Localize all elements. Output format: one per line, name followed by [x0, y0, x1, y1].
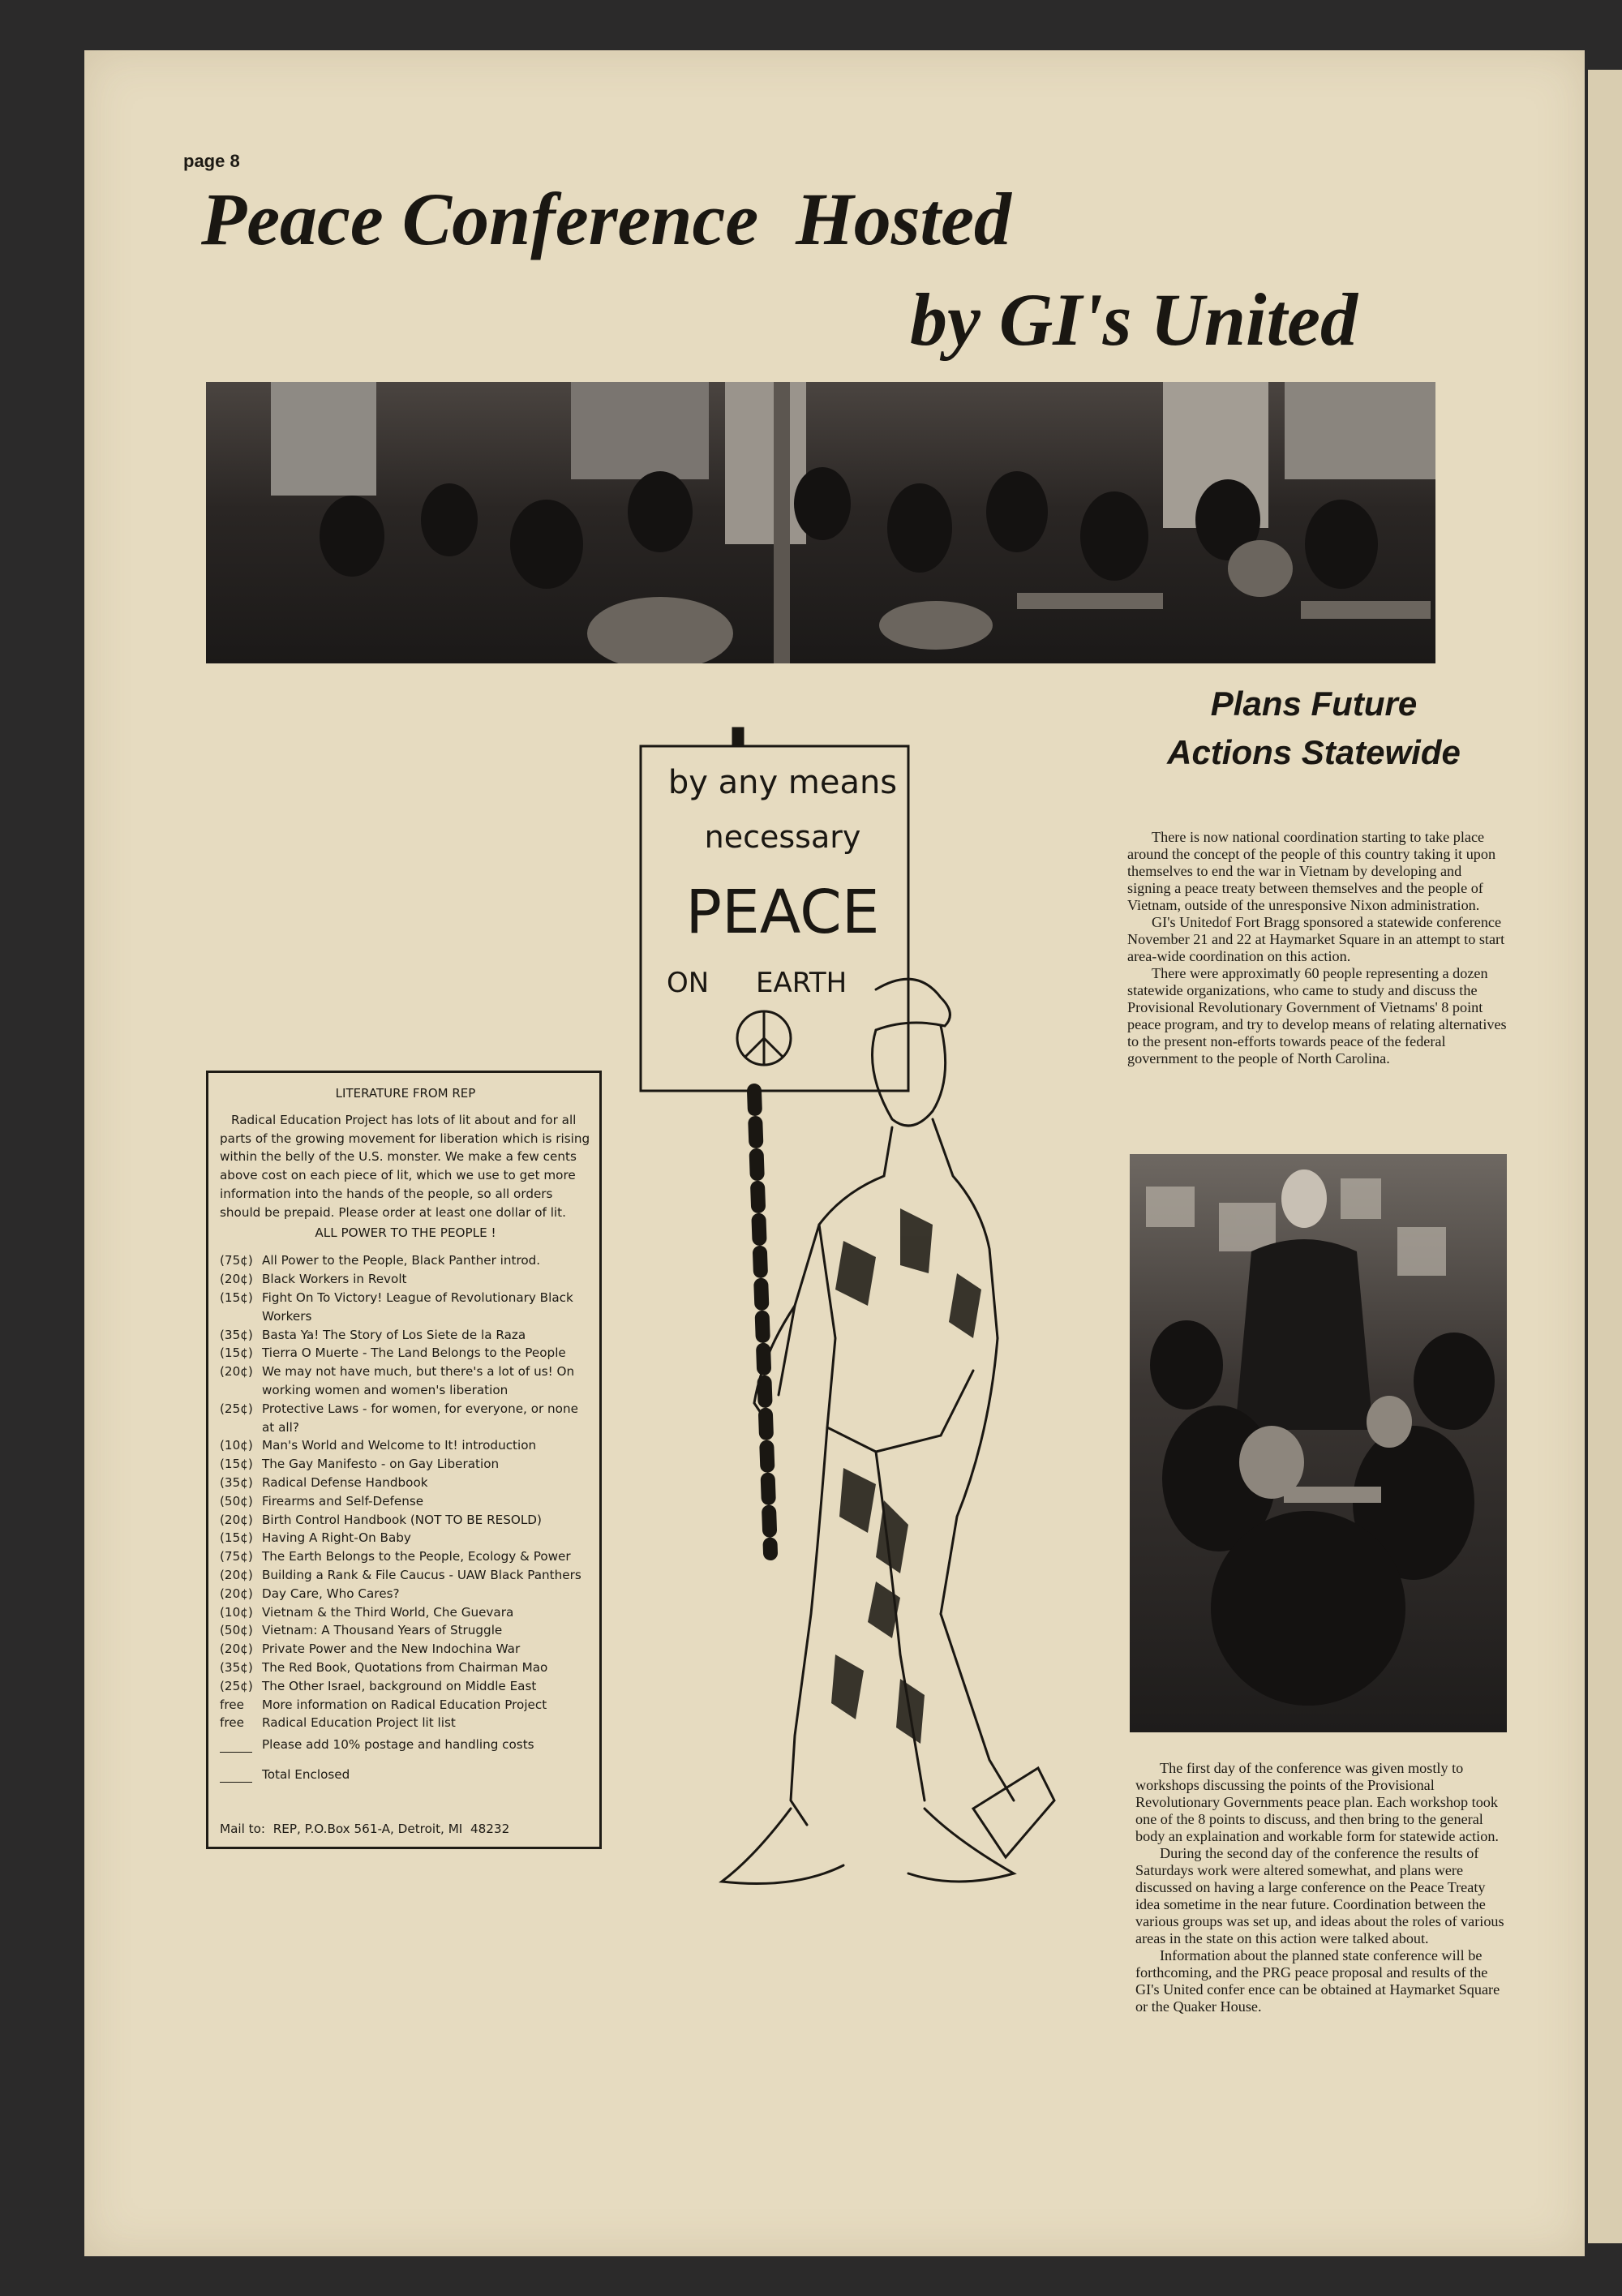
postage-line: [220, 1736, 591, 1754]
literature-item: [220, 1474, 591, 1492]
total-blank[interactable]: [220, 1766, 252, 1783]
literature-item: [220, 1547, 591, 1566]
literature-item-title: The Gay Manifesto - on Gay Liberation: [262, 1457, 500, 1472]
literature-item-title: Fight On To Victory! League of Revolutionary Black Workers: [262, 1290, 573, 1324]
postage-blank[interactable]: [220, 1736, 252, 1753]
literature-item: [220, 1363, 591, 1400]
literature-item-title: We may not have much, but there's a lot of us! On working women and women's liberation: [262, 1364, 575, 1397]
literature-list: [220, 1251, 591, 1732]
adjacent-page-edge: [1588, 70, 1622, 2243]
headline-line-1: Peace Conference Hosted: [201, 178, 1011, 260]
workshop-photo: [1130, 1154, 1507, 1732]
literature-item-price: (10¢): [220, 1604, 253, 1620]
literature-item-title: Protective Laws - for women, for everyone, or none at all?: [262, 1401, 578, 1435]
subhead: [1119, 680, 1508, 777]
literature-item-title: Birth Control Handbook (NOT TO BE RESOLD): [262, 1512, 542, 1527]
literature-item: [220, 1659, 591, 1677]
literature-item-title: Man's World and Welcome to It! introduction: [262, 1438, 537, 1453]
literature-item-price: (15¢): [220, 1345, 253, 1361]
literature-item: [220, 1696, 591, 1714]
article-column-1: [1127, 829, 1508, 1067]
literature-item-price: (20¢): [220, 1364, 253, 1380]
sign-line-3: PEACE: [685, 878, 880, 947]
literature-item-title: More information on Radical Education Project: [262, 1697, 547, 1712]
literature-item-title: Radical Defense Handbook: [262, 1474, 428, 1490]
literature-item-title: Black Workers in Revolt: [262, 1272, 407, 1287]
literature-item: [220, 1400, 591, 1437]
article-paragraph: There is now national coordination starting to take place around the concept of the people of this country taking it upon themselves to end the war in Vietnam by developing and signing a peace treaty between themselves and the people of Vietnam, outside of the unresponsive Nixon administration.: [1127, 829, 1496, 913]
article-column-2: [1135, 1760, 1512, 2015]
literature-item-title: Tierra O Muerte - The Land Belongs to the People: [262, 1345, 566, 1361]
article-paragraph: There were approximatly 60 people representing a dozen statewide organizations, who came to study and discuss the Provisional Revolutionary Government of Vietnams' 8 point peace program, and try to develop means of relating alternatives to the present non-efforts towards peace of the federal government to the people of North Carolina.: [1127, 965, 1507, 1066]
subhead-line-2: Actions Statewide: [1167, 733, 1461, 771]
article-paragraph: The first day of the conference was given mostly to workshops discussing the points of the Provisional Revolutionary Governments peace plan. Each workshop took one of the 8 points to discuss, and then bring to the general body an explaination and workable form for statewide action.: [1135, 1760, 1499, 1844]
literature-item: [220, 1289, 591, 1326]
literature-item-title: Vietnam & the Third World, Che Guevara: [262, 1604, 514, 1620]
literature-item-price: (20¢): [220, 1272, 253, 1287]
literature-item-price: (15¢): [220, 1457, 253, 1472]
literature-item-price: (20¢): [220, 1642, 253, 1657]
literature-item: [220, 1529, 591, 1547]
conference-photo: [206, 382, 1435, 663]
literature-item-price: (25¢): [220, 1401, 253, 1416]
literature-item-title: Vietnam: A Thousand Years of Struggle: [262, 1623, 503, 1638]
literature-item: [220, 1603, 591, 1622]
subhead-line-1: Plans Future: [1210, 685, 1418, 723]
literature-item-price: (20¢): [220, 1586, 253, 1601]
literature-item-price: (50¢): [220, 1493, 253, 1508]
total-line: [220, 1766, 591, 1784]
literature-item-price: (20¢): [220, 1567, 253, 1582]
literature-item: [220, 1714, 591, 1732]
sign-line-4b: EARTH: [756, 967, 847, 999]
literature-item-title: The Earth Belongs to the People, Ecology & Power: [262, 1549, 571, 1564]
literature-item-price: (20¢): [220, 1512, 253, 1527]
literature-item-price: (75¢): [220, 1549, 253, 1564]
literature-item-title: Having A Right-On Baby: [262, 1530, 411, 1546]
literature-item: [220, 1677, 591, 1696]
literature-item-price: (10¢): [220, 1438, 253, 1453]
literature-item: [220, 1344, 591, 1363]
total-label: Total Enclosed: [262, 1766, 350, 1782]
literature-item-price: (75¢): [220, 1253, 253, 1268]
literature-item: [220, 1270, 591, 1289]
literature-item-title: Building a Rank & File Caucus - UAW Black Panthers: [262, 1567, 581, 1582]
literature-intro: Radical Education Project has lots of lit about and for all parts of the growing movement for liberation which is rising within the belly of the U.S. monster. We make a few cents above cost on each piece of lit, which we use to get more information into the hands of the people, so all orders should be prepaid. Please order at least one dollar of lit.: [220, 1112, 590, 1220]
page-number: page 8: [183, 151, 240, 171]
literature-order-form: [206, 1071, 602, 1849]
literature-item: [220, 1585, 591, 1603]
literature-item-title: The Red Book, Quotations from Chairman Mao: [262, 1659, 548, 1675]
literature-item-price: free: [220, 1697, 244, 1712]
literature-item-price: (35¢): [220, 1327, 253, 1342]
literature-item-price: (15¢): [220, 1290, 253, 1305]
sign-line-1: by any means: [667, 764, 898, 801]
literature-item: [220, 1492, 591, 1511]
literature-item-price: free: [220, 1715, 244, 1731]
literature-item-price: (35¢): [220, 1659, 253, 1675]
literature-item-title: Day Care, Who Cares?: [262, 1586, 400, 1601]
literature-item: [220, 1511, 591, 1530]
headline-line-2: by GI's United: [910, 278, 1358, 361]
article-paragraph: GI's Unitedof Fort Bragg sponsored a statewide conference November 21 and 22 at Haymarket Square in an attempt to start area-wide coordination on this action.: [1127, 914, 1505, 964]
literature-slogan: ALL POWER TO THE PEOPLE !: [315, 1225, 496, 1240]
literature-item: [220, 1436, 591, 1455]
literature-item: [220, 1566, 591, 1585]
literature-item-title: Firearms and Self-Defense: [262, 1493, 424, 1508]
literature-item: [220, 1326, 591, 1345]
literature-item-title: The Other Israel, background on Middle East: [262, 1678, 537, 1693]
literature-item: [220, 1251, 591, 1270]
article-paragraph: During the second day of the conference the results of Saturdays work were altered somewhat, and plans were discussed on having a large conference on the Peace Treaty idea sometime in the near future. Coordination between the various groups was set up, and ideas about the roles of various areas in the state on this action were talked about.: [1135, 1845, 1504, 1946]
mail-address: Mail to: REP, P.O.Box 561-A, Detroit, MI 48232: [220, 1822, 510, 1837]
literature-item-title: Private Power and the New Indochina War: [262, 1642, 521, 1657]
literature-item: [220, 1640, 591, 1659]
literature-item-price: (15¢): [220, 1530, 253, 1546]
sign-line-4a: ON: [667, 967, 710, 999]
literature-item: [220, 1455, 591, 1474]
literature-item-title: All Power to the People, Black Panther introd.: [262, 1253, 541, 1268]
article-paragraph: Information about the planned state conference will be forthcoming, and the PRG peace proposal and results of the GI's United confer ence can be obtained at Haymarket Square or the Quaker House.: [1135, 1947, 1500, 2015]
literature-item-price: (50¢): [220, 1623, 253, 1638]
literature-item: [220, 1621, 591, 1640]
literature-item-title: Radical Education Project lit list: [262, 1715, 456, 1731]
sign-line-2: necessary: [704, 819, 861, 855]
literature-item-title: Basta Ya! The Story of Los Siete de la Raza: [262, 1327, 526, 1342]
postage-label: Please add 10% postage and handling costs: [262, 1737, 534, 1753]
literature-item-price: (25¢): [220, 1678, 253, 1693]
literature-title: LITERATURE FROM REP: [335, 1086, 476, 1101]
literature-item-price: (35¢): [220, 1474, 253, 1490]
